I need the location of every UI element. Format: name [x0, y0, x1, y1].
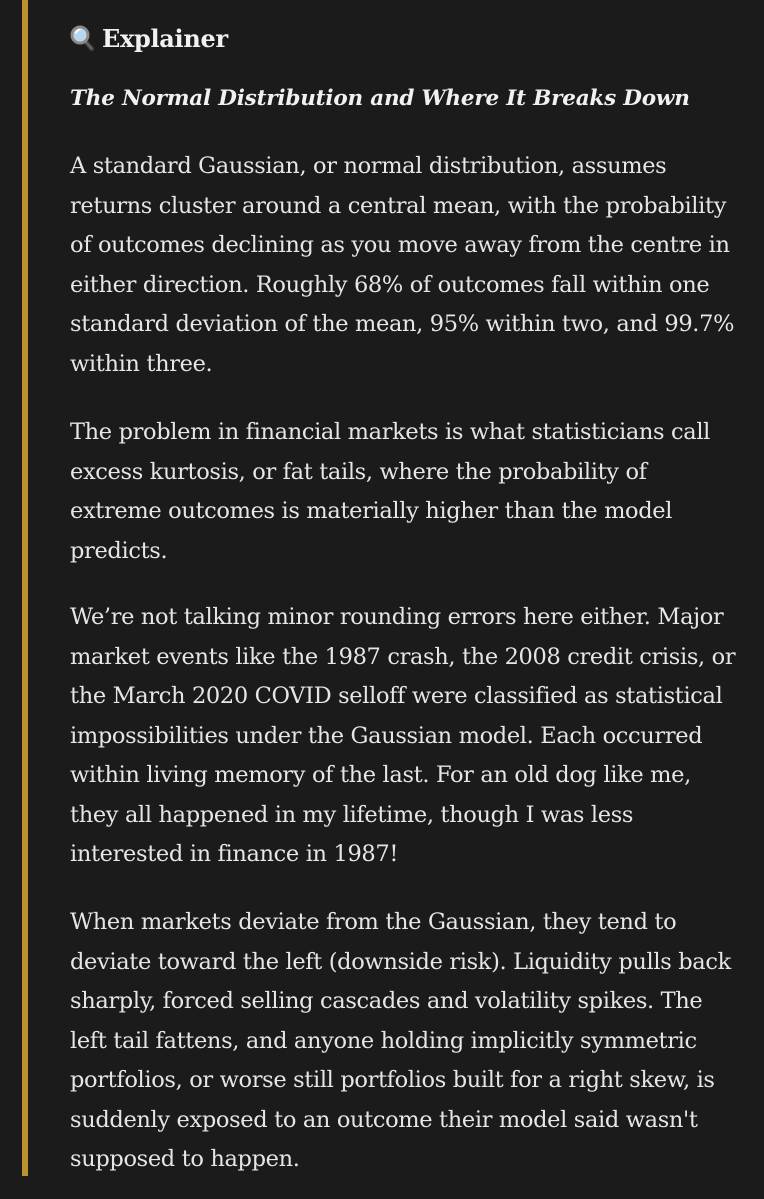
paragraph-3: We’re not talking minor rounding errors here either. Major market events like the 1987 crash, the 2008 credit crisis, or the March 2020 COVID selloff were classified as statistical impossibilities under the Gaussian model. Each occurred within living memory of the last. For an old dog like me, they all happened in my lifetime, though I was less interested in finance in 1987!	[70, 604, 736, 867]
callout-header	[70, 22, 228, 54]
paragraph-1: A standard Gaussian, or normal distribution, assumes returns cluster around a central mean, with the probability of outcomes declining as you move away from the centre in either direction. Roughly 68% of outcomes fall within one standard deviation of the mean, 95% within two, and 99.7% within three.	[70, 153, 735, 377]
paragraph-4: When markets deviate from the Gaussian, they tend to deviate toward the left (downside risk). Liquidity pulls back sharply, forced selling cascades and volatility spikes. The left tail fattens, and anyone holding implicitly symmetric portfolios, or worse still portfolios built for a right skew, is suddenly exposed to an outcome their model said wasn't supposed to happen.	[70, 909, 731, 1172]
callout-accent-bar	[22, 0, 28, 1176]
paragraph-2: The problem in financial markets is what statisticians call excess kurtosis, or fat tails, where the probability of extreme outcomes is materially higher than the model predicts.	[70, 419, 711, 564]
magnifying-glass-icon	[70, 25, 94, 51]
callout-label: Explainer	[102, 23, 228, 53]
callout-subtitle: The Normal Distribution and Where It Breaks Down	[70, 86, 690, 111]
